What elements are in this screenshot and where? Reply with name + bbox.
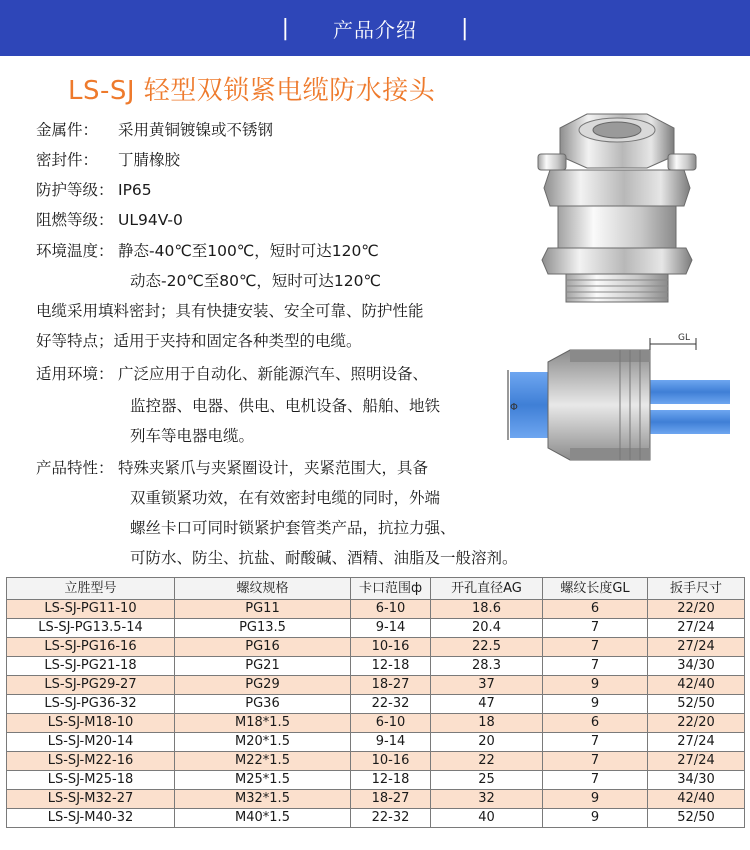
table-cell: LS-SJ-PG11-10 (7, 600, 175, 619)
table-cell: LS-SJ-PG29-27 (7, 676, 175, 695)
spec-value: UL94V-0 (118, 211, 183, 229)
features-line-3: 螺丝卡口可同时锁紧护套管类产品，抗拉力强、 (130, 519, 456, 537)
table-cell: 18 (431, 714, 543, 733)
spec-temperature-dynamic: 动态-20℃至80℃，短时可达120℃ (130, 272, 381, 290)
spec-protection (36, 178, 152, 200)
table-cell: PG13.5 (175, 619, 351, 638)
product-title: LS-SJ 轻型双锁紧电缆防水接头 (68, 76, 436, 106)
table-cell: 22 (431, 752, 543, 771)
spec-label: 防护等级： (36, 181, 114, 199)
features-line-1 (36, 456, 428, 478)
table-cell: 27/24 (648, 619, 745, 638)
column-header-range: 卡口范围ф (351, 578, 431, 600)
table-row (7, 809, 745, 828)
table-cell: PG16 (175, 638, 351, 657)
spec-flame (36, 208, 183, 230)
table-cell: M20*1.5 (175, 733, 351, 752)
column-header-thread: 螺纹规格 (175, 578, 351, 600)
table-cell: 22.5 (431, 638, 543, 657)
table-cell: 10-16 (351, 752, 431, 771)
table-header-row (7, 578, 745, 600)
table-cell: 9 (543, 695, 648, 714)
table-cell: LS-SJ-PG13.5-14 (7, 619, 175, 638)
table-row (7, 695, 745, 714)
table-cell: LS-SJ-M18-10 (7, 714, 175, 733)
table-cell: 18-27 (351, 790, 431, 809)
table-cell: 52/50 (648, 809, 745, 828)
table-row (7, 752, 745, 771)
product-features-label: 产品特性： (36, 459, 114, 477)
table-cell: 27/24 (648, 638, 745, 657)
table-cell: 9 (543, 790, 648, 809)
column-header-wrench: 扳手尺寸 (648, 578, 745, 600)
table-cell: 12-18 (351, 771, 431, 790)
environment-text: 广泛应用于自动化、新能源汽车、照明设备、 (118, 365, 429, 383)
table-cell: PG29 (175, 676, 351, 695)
gl-label: GL (678, 333, 690, 343)
table-cell: PG11 (175, 600, 351, 619)
header-title: 产品介绍 (333, 17, 417, 42)
table-cell: 6-10 (351, 600, 431, 619)
table-cell: 6-10 (351, 714, 431, 733)
table-cell: 7 (543, 733, 648, 752)
table-cell: 22/20 (648, 600, 745, 619)
column-header-hole: 开孔直径AG (431, 578, 543, 600)
table-cell: 7 (543, 771, 648, 790)
table-cell: 9 (543, 676, 648, 695)
table-cell: LS-SJ-M20-14 (7, 733, 175, 752)
table-cell: 18.6 (431, 600, 543, 619)
table-cell: 9 (543, 809, 648, 828)
spec-metal (36, 118, 273, 140)
table-cell: 27/24 (648, 733, 745, 752)
table-cell: M18*1.5 (175, 714, 351, 733)
column-header-thread-length: 螺纹长度GL (543, 578, 648, 600)
header-divider-right: | (461, 15, 469, 41)
environment-line-3: 列车等电器电缆。 (130, 427, 255, 445)
table-cell: 42/40 (648, 790, 745, 809)
table-cell: LS-SJ-M32-27 (7, 790, 175, 809)
table-cell: 7 (543, 619, 648, 638)
header-band (0, 0, 750, 56)
table-row (7, 733, 745, 752)
table-cell: 7 (543, 638, 648, 657)
header-divider-left: | (281, 15, 289, 41)
spec-seal (36, 148, 180, 170)
spec-label: 密封件： (36, 151, 99, 169)
product-features-text: 特殊夹紧爪与夹紧圈设计，夹紧范围大，具备 (118, 459, 429, 477)
environment-label: 适用环境： (36, 365, 114, 383)
table-cell: 10-16 (351, 638, 431, 657)
table-cell: 37 (431, 676, 543, 695)
features-line-4: 可防水、防尘、抗盐、耐酸碱、酒精、油脂及一般溶剂。 (130, 549, 518, 567)
table-cell: 12-18 (351, 657, 431, 676)
features-line-2: 双重锁紧功效，在有效密封电缆的同时，外端 (130, 489, 441, 507)
table-cell: 47 (431, 695, 543, 714)
table-row (7, 619, 745, 638)
environment-line-2: 监控器、电器、供电、电机设备、船舶、地铁 (130, 397, 441, 415)
environment-line-1 (36, 362, 428, 384)
table-cell: 52/50 (648, 695, 745, 714)
spec-value: 采用黄铜镀镍或不锈钢 (118, 121, 274, 139)
table-cell: 9-14 (351, 619, 431, 638)
spec-value: IP65 (118, 181, 152, 199)
table-cell: 27/24 (648, 752, 745, 771)
table-cell: PG21 (175, 657, 351, 676)
table-row (7, 657, 745, 676)
table-cell: 20 (431, 733, 543, 752)
cross-section-diagram (500, 330, 730, 478)
table-row (7, 676, 745, 695)
spec-value: 静态-40℃至100℃，短时可达120℃ (118, 242, 379, 260)
spec-label: 金属件： (36, 121, 99, 139)
table-cell: M32*1.5 (175, 790, 351, 809)
feature-line-2: 好等特点；适用于夹持和固定各种类型的电缆。 (36, 332, 362, 350)
table-cell: M25*1.5 (175, 771, 351, 790)
table-cell: 22/20 (648, 714, 745, 733)
spec-label: 阻燃等级： (36, 211, 114, 229)
column-header-model: 立胜型号 (7, 578, 175, 600)
table-cell: 18-27 (351, 676, 431, 695)
table-cell: PG36 (175, 695, 351, 714)
table-cell: LS-SJ-M22-16 (7, 752, 175, 771)
table-cell: 22-32 (351, 695, 431, 714)
table-cell: 34/30 (648, 657, 745, 676)
phi-label: Φ (510, 402, 518, 413)
table-cell: 6 (543, 600, 648, 619)
spec-value: 丁腈橡胶 (118, 151, 181, 169)
table-cell: LS-SJ-M25-18 (7, 771, 175, 790)
table-cell: 6 (543, 714, 648, 733)
table-cell: 42/40 (648, 676, 745, 695)
table-row (7, 714, 745, 733)
table-cell: 28.3 (431, 657, 543, 676)
table-row (7, 638, 745, 657)
table-row (7, 771, 745, 790)
table-cell: 34/30 (648, 771, 745, 790)
table-row (7, 790, 745, 809)
table-cell: M22*1.5 (175, 752, 351, 771)
table-cell: LS-SJ-PG21-18 (7, 657, 175, 676)
table-cell: 20.4 (431, 619, 543, 638)
cable-gland-photo (532, 108, 707, 308)
table-cell: LS-SJ-M40-32 (7, 809, 175, 828)
table-cell: LS-SJ-PG36-32 (7, 695, 175, 714)
table-cell: M40*1.5 (175, 809, 351, 828)
table-cell: 9-14 (351, 733, 431, 752)
table-cell: 22-32 (351, 809, 431, 828)
table-cell: 7 (543, 657, 648, 676)
table-cell: 7 (543, 752, 648, 771)
feature-line-1: 电缆采用填料密封；具有快捷安装、安全可靠、防护性能 (36, 302, 424, 320)
table-row (7, 600, 745, 619)
table-cell: LS-SJ-PG16-16 (7, 638, 175, 657)
spec-temperature (36, 239, 379, 261)
spec-table (6, 577, 745, 828)
spec-label: 环境温度： (36, 242, 114, 260)
table-cell: 40 (431, 809, 543, 828)
table-cell: 25 (431, 771, 543, 790)
table-body (7, 600, 745, 828)
table-cell: 32 (431, 790, 543, 809)
